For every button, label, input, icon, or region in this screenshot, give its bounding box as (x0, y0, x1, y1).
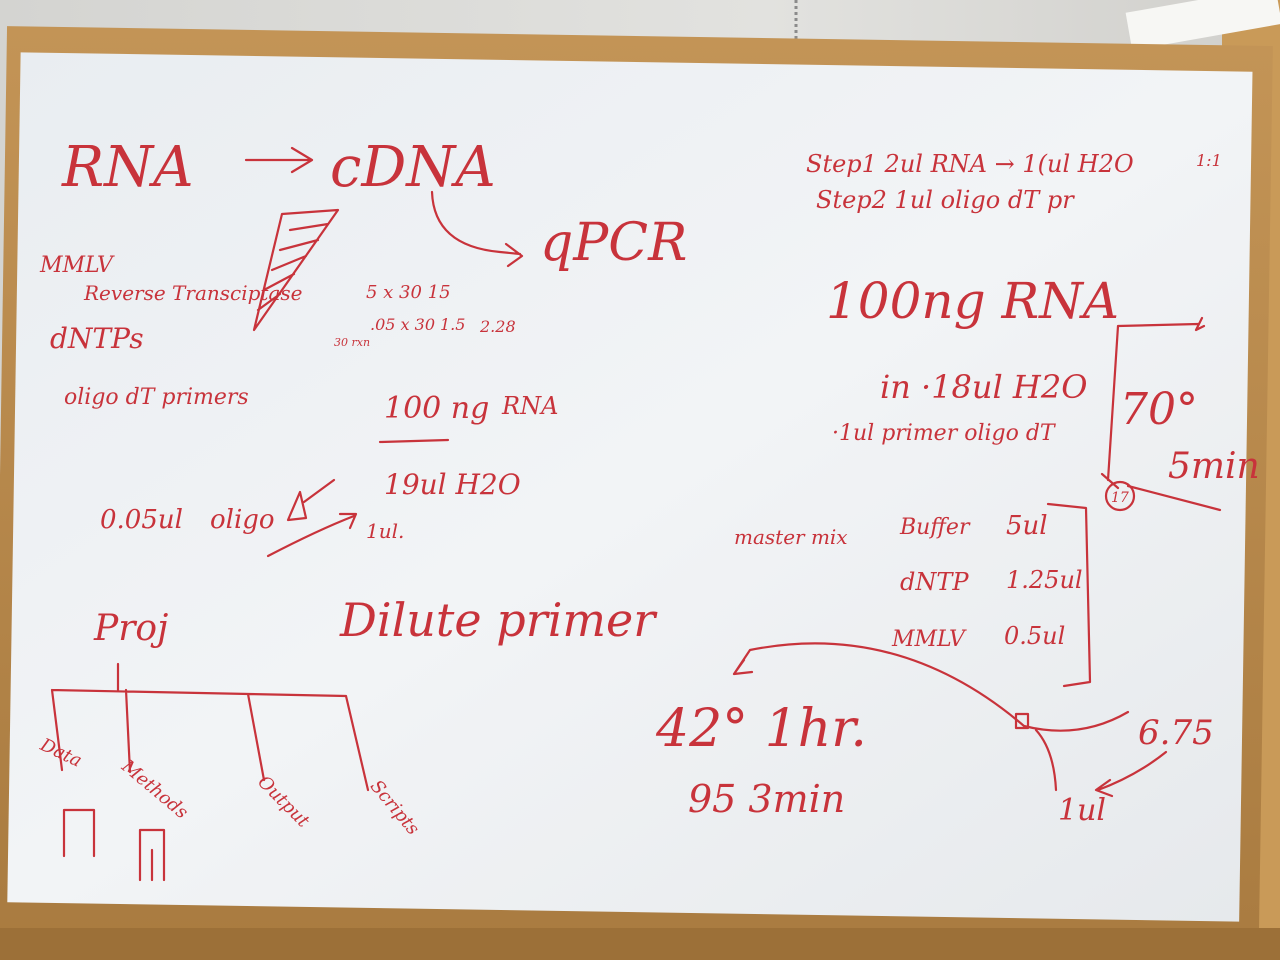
tree-data: Data (37, 734, 85, 772)
step-2: Step2 1ul oligo dT pr (816, 186, 1074, 214)
step-1: Step1 2ul RNA → 1(ul H2O (806, 150, 1134, 178)
calc-top: 5 x 30 15 (366, 282, 451, 303)
master-mix-label: master mix (734, 525, 848, 549)
total-675: 6.75 (1138, 713, 1214, 753)
header-cdna: cDNA (330, 135, 496, 200)
rna-label: RNA (502, 392, 559, 420)
tree-root: Proj (94, 608, 169, 649)
temp-42: 42° 1hr. (656, 699, 867, 759)
one-ul-right: 1ul (1058, 793, 1107, 828)
marker-tray (0, 928, 1280, 960)
calc-num-2: 2.28 (480, 317, 516, 336)
circle-number-text: 17 (1111, 490, 1129, 506)
tree-output: Output (253, 771, 314, 832)
mmlv-value: 0.5ul (1004, 622, 1066, 650)
calc-num-1: 1.5 (440, 315, 466, 334)
temp-70: 70° (1120, 384, 1198, 435)
in-water: in ·18ul H2O (880, 368, 1088, 406)
reagent-reverse-transcriptase: Reverse Transciptase (84, 281, 303, 305)
primer-oligo-dt: ·1ul primer oligo dT (832, 421, 1055, 446)
dntp-label: dNTP (900, 568, 969, 596)
time-5min: 5min (1168, 446, 1260, 487)
buffer-value: 5ul (1006, 511, 1048, 541)
dntp-value: 1.25ul (1006, 566, 1083, 594)
rna-amount: 100 ng (384, 391, 490, 426)
header-rna: RNA (62, 135, 194, 200)
tree-scripts: Scripts (365, 776, 424, 840)
temp-95: 95 3min (688, 777, 846, 821)
oligo-amount: 0.05ul (100, 505, 183, 535)
water-volume: 19ul H2O (384, 468, 521, 501)
reagent-dntps: dNTPs (50, 322, 144, 355)
board-surface (7, 52, 1252, 921)
corner-note: 1:1 (1196, 151, 1222, 170)
mmlv-label: MMLV (892, 627, 965, 652)
header-qpcr: qPCR (540, 213, 688, 273)
tree-methods: Methods (117, 756, 193, 824)
oligo-label: oligo (210, 505, 275, 535)
calc-side: 30 rxn (334, 336, 371, 349)
reagent-mmlv: MMLV (40, 253, 113, 278)
reagent-oligo-dt: oligo dT primers (64, 385, 249, 410)
one-ul-left: 1ul. (366, 519, 405, 543)
rna-title: 100ng RNA (826, 272, 1120, 330)
buffer-label: Buffer (900, 515, 970, 540)
calc-mid: .05 x 30 (370, 315, 435, 334)
dilute-primer: Dilute primer (340, 593, 656, 647)
